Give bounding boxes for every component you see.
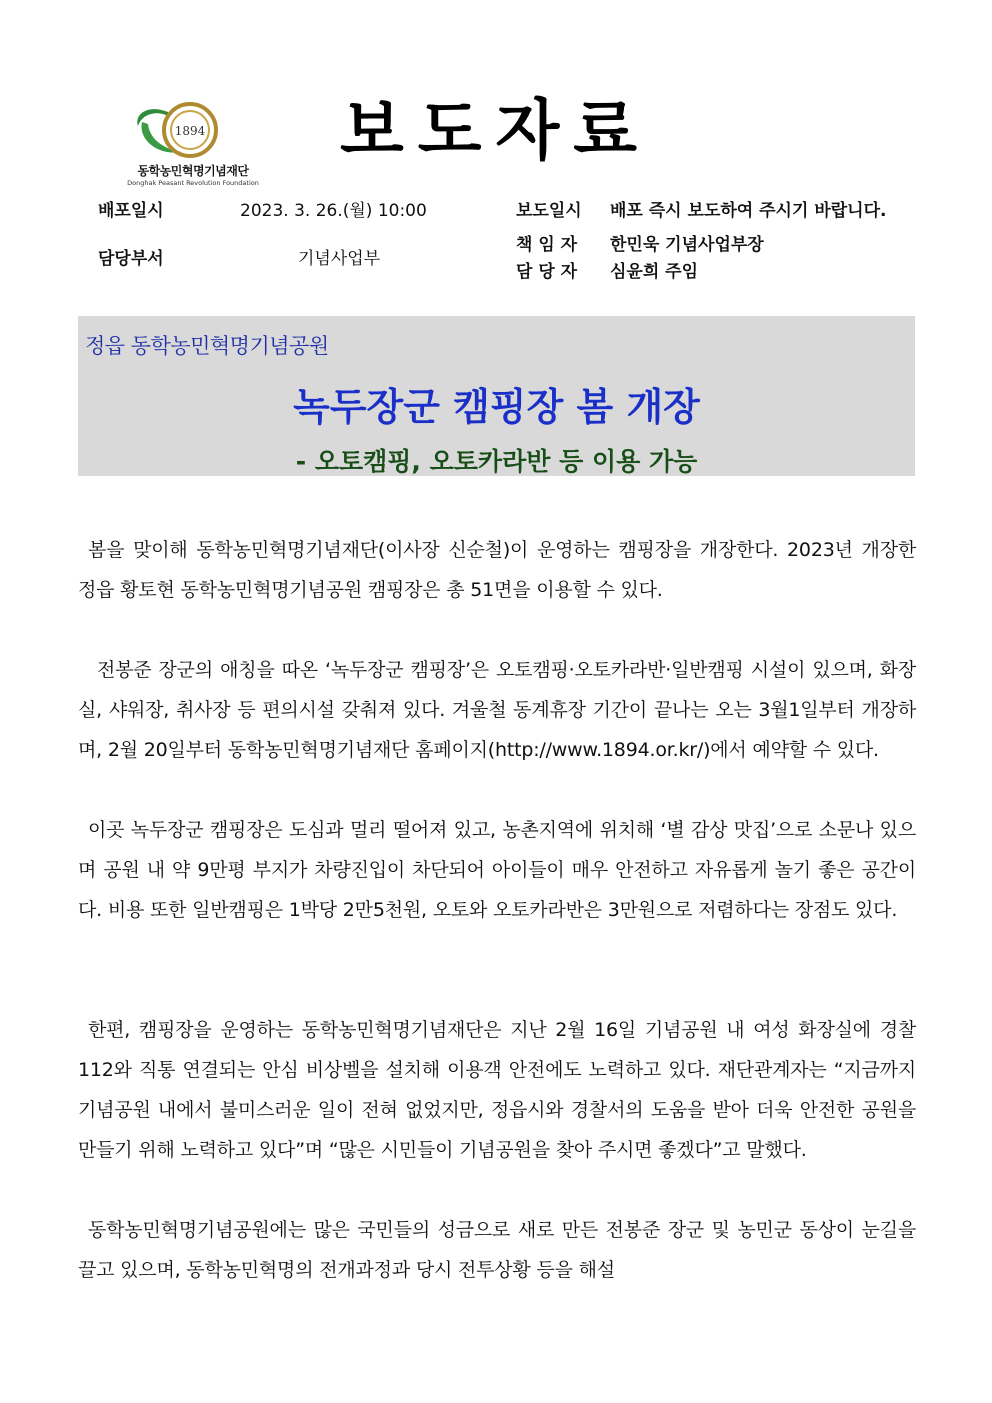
headline-title: 녹두장군 캠핑장 봄 개장 (293, 385, 700, 429)
department-label: 담당부서 (98, 249, 164, 269)
release-date-label: 배포일시 (98, 201, 164, 221)
foundation-logo (118, 100, 268, 192)
contact-value: 심윤희 주임 (610, 262, 699, 282)
body-paragraph-5: 동학농민혁명기념공원에는 많은 국민들의 성금으로 새로 만든 전봉준 장군 및 농민군 동상이 눈길을 끌고 있으며, 동학농민혁명의 전개과정과 당시 전투상황 등을 해설 (78, 1219, 916, 1281)
body-paragraph-4: 한편, 캠핑장을 운영하는 동학농민혁명기념재단은 지난 2월 16일 기념공원 내 여성 화장실에 경찰 112와 직통 연결되는 안심 비상벨을 설치해 이용객 안전에도 노력하고 있다. 재단관계자는 “지금까지 기념공원 내에서 불미스러운 일이 전혀 없었지만, 정읍시와 경찰서의 도움을 받아 더욱 안전한 공원을 만들기 위해 노력하고 있다”며 “많은 시민들이 기념공원을 찾아 주시면 좋겠다”고 말했다. (78, 1019, 917, 1161)
report-date-label: 보도일시 (516, 201, 582, 221)
headline-subtitle: - 오토캠핑, 오토카라반 등 이용 가능 (295, 447, 698, 476)
headline-box (78, 316, 915, 476)
logo-year: 1894 (174, 124, 206, 138)
document-title: 보도자료 (340, 92, 652, 169)
headline-kicker: 정읍 동학농민혁명기념공원 (85, 334, 329, 358)
department-value: 기념사업부 (298, 249, 381, 269)
body-paragraph-3: 이곳 녹두장군 캠핑장은 도심과 멀리 떨어져 있고, 농촌지역에 위치해 ‘별 감상 맛집’으로 소문나 있으며 공원 내 약 9만평 부지가 차량진입이 차단되어 아이들이 매우 안전하고 자유롭게 놀기 좋은 공간이다. 비용 또한 일반캠핑은 1박당 2만5천원, 오토와 오토카라반은 3만원으로 저렴하다는 장점도 있다. (78, 819, 916, 921)
body-paragraph-1: 봄을 맞이해 동학농민혁명기념재단(이사장 신순철)이 운영하는 캠핑장을 개장한다. 2023년 개장한 정읍 황토현 동학농민혁명기념공원 캠핑장은 총 51면을 이용할 수 있다. (78, 539, 916, 601)
contact-label: 담 당 자 (516, 262, 578, 282)
logo-name: 동학농민혁명기념재단 (137, 164, 249, 178)
logo-english-name: Donghak Peasant Revolution Foundation (127, 179, 259, 187)
logo-emblem-icon (128, 100, 258, 162)
release-date-value: 2023. 3. 26.(월) 10:00 (240, 201, 427, 221)
report-date-value: 배포 즉시 보도하여 주시기 바랍니다. (610, 201, 887, 221)
body-paragraph-2: 전봉준 장군의 애칭을 따온 ‘녹두장군 캠핑장’은 오토캠핑·오토카라반·일반캠핑 시설이 있으며, 화장실, 샤워장, 취사장 등 편의시설 갖춰져 있다. 겨울철 동계휴장 기간이 끝나는 오는 3월1일부터 개장하며, 2월 20일부터 동학농민혁명기념재단 홈페이지(http://www.1894.or.kr/)에서 예약할 수 있다. (78, 659, 916, 761)
manager-label: 책 임 자 (516, 235, 578, 255)
manager-value: 한민욱 기념사업부장 (610, 235, 764, 255)
